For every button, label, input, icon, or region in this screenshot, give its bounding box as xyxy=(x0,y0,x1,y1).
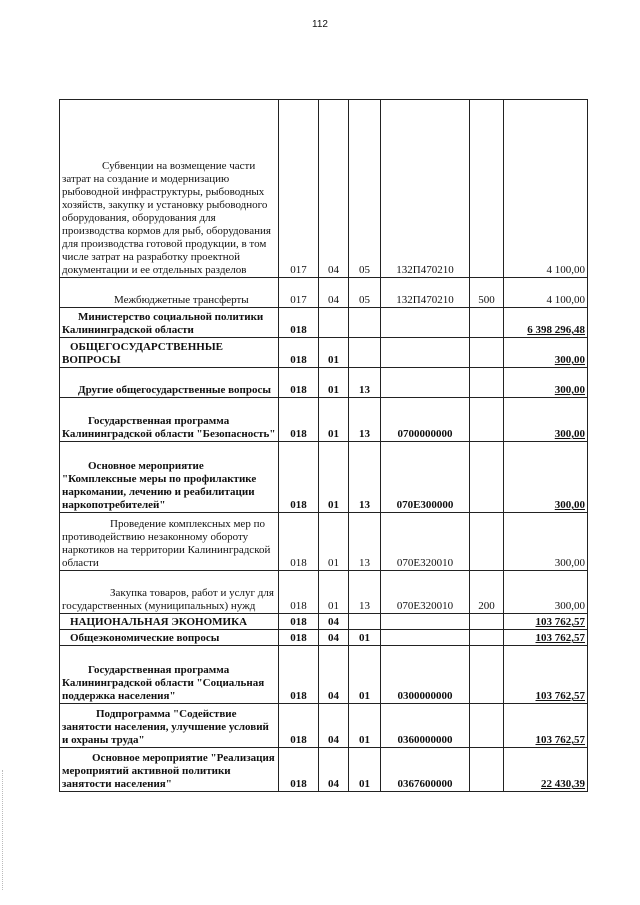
target-article-code: 070Е320010 xyxy=(381,513,470,571)
table-row xyxy=(60,100,588,278)
section-code: 01 xyxy=(319,368,349,398)
amount: 6 398 296,48 xyxy=(504,308,588,338)
amount: 300,00 xyxy=(504,571,588,614)
section-code: 04 xyxy=(319,646,349,704)
row-name: Межбюджетные трансферты xyxy=(60,278,279,308)
section-code: 01 xyxy=(319,398,349,442)
row-name: Общеэкономические вопросы xyxy=(60,630,279,646)
target-article-code: 070Е300000 xyxy=(381,442,470,513)
target-article-code xyxy=(381,368,470,398)
expense-type-code xyxy=(470,398,504,442)
row-name: Проведение комплексных мер по противодействию незаконному обороту наркотиков на территории Калининградской области xyxy=(60,513,279,571)
row-name: Основное мероприятие "Реализация мероприятий активной политики занятости населения" xyxy=(60,748,279,792)
table-row xyxy=(60,571,588,614)
section-code: 01 xyxy=(319,571,349,614)
amount: 300,00 xyxy=(504,398,588,442)
ministry-code: 018 xyxy=(279,398,319,442)
table-row xyxy=(60,630,588,646)
table-row xyxy=(60,513,588,571)
ministry-code: 018 xyxy=(279,513,319,571)
row-name: Субвенции на возмещение части затрат на создание и модернизацию рыбоводной инфраструктуры, рыбоводных хозяйств, закупку и установку рыбоводного оборудования, оборудования для производства кормов для рыб, оборудования для производства готовой продукции, в том числе затрат на разработку проектной документации и ее отдельных разделов xyxy=(60,100,279,278)
subsection-code: 05 xyxy=(349,100,381,278)
expense-type-code: 200 xyxy=(470,571,504,614)
ministry-code: 018 xyxy=(279,571,319,614)
ministry-code: 018 xyxy=(279,630,319,646)
page-number: 112 xyxy=(312,19,328,30)
ministry-code: 018 xyxy=(279,748,319,792)
target-article-code xyxy=(381,614,470,630)
row-name: Подпрограмма "Содействие занятости населения, улучшение условий и охраны труда" xyxy=(60,704,279,748)
ministry-code: 017 xyxy=(279,100,319,278)
section-code: 04 xyxy=(319,278,349,308)
expense-type-code xyxy=(470,442,504,513)
subsection-code xyxy=(349,614,381,630)
table-row xyxy=(60,442,588,513)
subsection-code: 01 xyxy=(349,630,381,646)
amount: 103 762,57 xyxy=(504,704,588,748)
expense-type-code xyxy=(470,100,504,278)
subsection-code xyxy=(349,338,381,368)
row-name: Государственная программа Калининградской области "Социальная поддержка населения" xyxy=(60,646,279,704)
section-code xyxy=(319,308,349,338)
row-name: Основное мероприятие "Комплексные меры по профилактике наркомании, лечению и реабилитации наркопотребителей" xyxy=(60,442,279,513)
table-row xyxy=(60,704,588,748)
row-name: Закупка товаров, работ и услуг для государственных (муниципальных) нужд xyxy=(60,571,279,614)
row-name: ОБЩЕГОСУДАРСТВЕННЫЕ ВОПРОСЫ xyxy=(60,338,279,368)
table-row xyxy=(60,614,588,630)
ministry-code: 018 xyxy=(279,704,319,748)
section-code: 04 xyxy=(319,614,349,630)
expense-type-code xyxy=(470,614,504,630)
expense-type-code xyxy=(470,308,504,338)
target-article-code xyxy=(381,630,470,646)
section-code: 04 xyxy=(319,630,349,646)
table-row xyxy=(60,368,588,398)
subsection-code: 13 xyxy=(349,442,381,513)
target-article-code: 0367600000 xyxy=(381,748,470,792)
expense-type-code xyxy=(470,646,504,704)
amount: 103 762,57 xyxy=(504,614,588,630)
amount: 300,00 xyxy=(504,513,588,571)
amount: 22 430,39 xyxy=(504,748,588,792)
section-code: 04 xyxy=(319,748,349,792)
section-code: 04 xyxy=(319,704,349,748)
table-row xyxy=(60,748,588,792)
row-name: Другие общегосударственные вопросы xyxy=(60,368,279,398)
table-row xyxy=(60,278,588,308)
ministry-code: 018 xyxy=(279,614,319,630)
target-article-code: 0360000000 xyxy=(381,704,470,748)
target-article-code xyxy=(381,308,470,338)
row-name: Министерство социальной политики Калининградской области xyxy=(60,308,279,338)
expense-type-code xyxy=(470,704,504,748)
table-row xyxy=(60,646,588,704)
budget-table xyxy=(59,99,587,792)
amount: 300,00 xyxy=(504,338,588,368)
table-row xyxy=(60,338,588,368)
amount: 103 762,57 xyxy=(504,646,588,704)
row-name: НАЦИОНАЛЬНАЯ ЭКОНОМИКА xyxy=(60,614,279,630)
amount: 300,00 xyxy=(504,368,588,398)
subsection-code: 05 xyxy=(349,278,381,308)
amount: 300,00 xyxy=(504,442,588,513)
margin-marks xyxy=(2,770,9,890)
row-name: Государственная программа Калининградской области "Безопасность" xyxy=(60,398,279,442)
amount: 4 100,00 xyxy=(504,278,588,308)
table-row xyxy=(60,398,588,442)
expense-type-code xyxy=(470,748,504,792)
expense-type-code: 500 xyxy=(470,278,504,308)
target-article-code xyxy=(381,338,470,368)
target-article-code: 132П470210 xyxy=(381,100,470,278)
expense-type-code xyxy=(470,630,504,646)
expense-type-code xyxy=(470,338,504,368)
section-code: 01 xyxy=(319,338,349,368)
ministry-code: 018 xyxy=(279,308,319,338)
expense-type-code xyxy=(470,513,504,571)
target-article-code: 0700000000 xyxy=(381,398,470,442)
subsection-code: 13 xyxy=(349,571,381,614)
ministry-code: 018 xyxy=(279,646,319,704)
ministry-code: 017 xyxy=(279,278,319,308)
section-code: 01 xyxy=(319,442,349,513)
section-code: 01 xyxy=(319,513,349,571)
ministry-code: 018 xyxy=(279,368,319,398)
subsection-code: 13 xyxy=(349,368,381,398)
section-code: 04 xyxy=(319,100,349,278)
subsection-code: 01 xyxy=(349,646,381,704)
amount: 103 762,57 xyxy=(504,630,588,646)
target-article-code: 0300000000 xyxy=(381,646,470,704)
target-article-code: 070Е320010 xyxy=(381,571,470,614)
subsection-code: 13 xyxy=(349,513,381,571)
ministry-code: 018 xyxy=(279,442,319,513)
amount: 4 100,00 xyxy=(504,100,588,278)
subsection-code: 13 xyxy=(349,398,381,442)
subsection-code xyxy=(349,308,381,338)
subsection-code: 01 xyxy=(349,704,381,748)
ministry-code: 018 xyxy=(279,338,319,368)
table-row xyxy=(60,308,588,338)
target-article-code: 132П470210 xyxy=(381,278,470,308)
expense-type-code xyxy=(470,368,504,398)
subsection-code: 01 xyxy=(349,748,381,792)
